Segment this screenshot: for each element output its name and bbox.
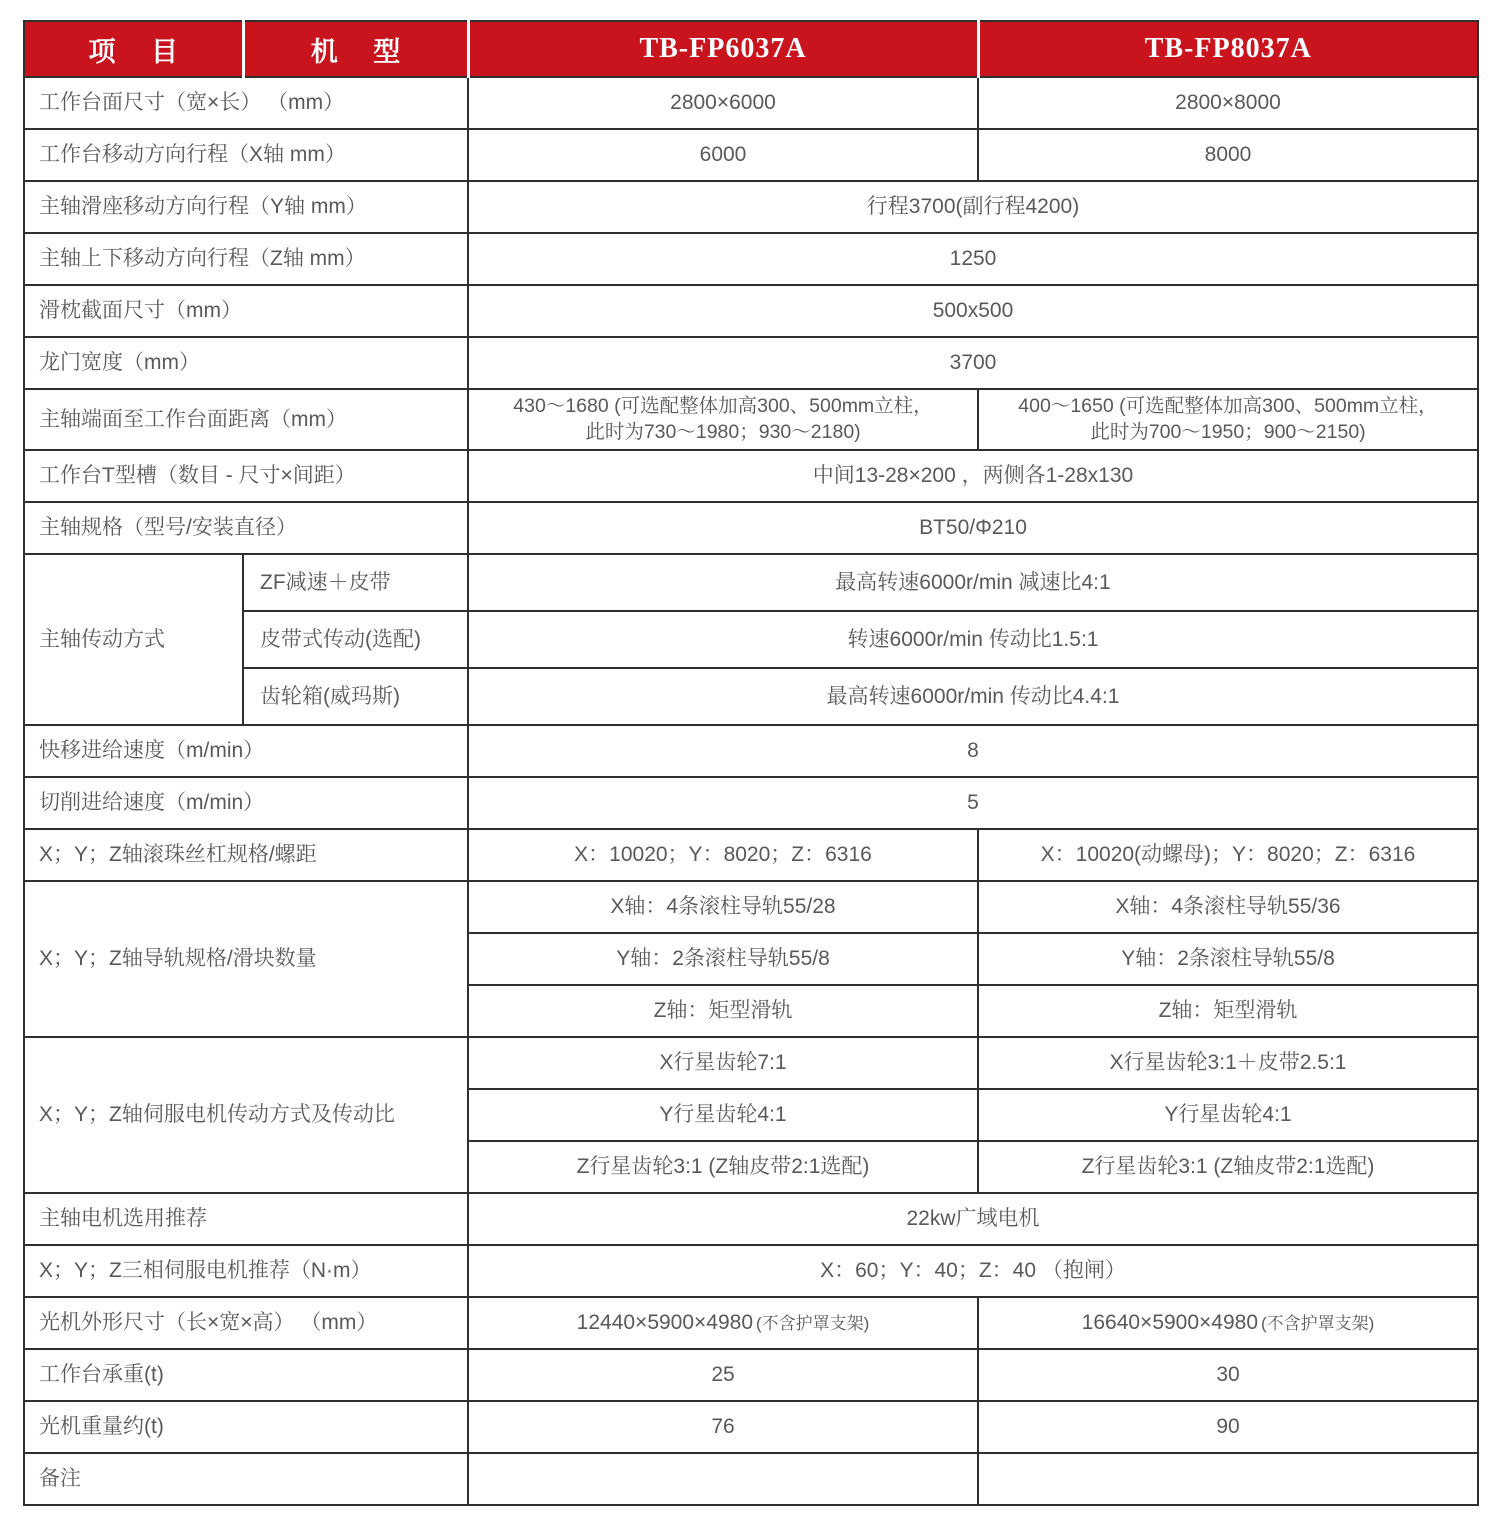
table-row: [24, 1297, 1478, 1349]
table-row: [24, 611, 1478, 668]
spec-value: 500x500: [468, 285, 1478, 337]
spec-value: 6000: [468, 129, 978, 181]
row-label: 备注: [24, 1453, 468, 1505]
spec-value: Y轴：2条滚柱导轨55/8: [468, 933, 978, 985]
table-row: [24, 1193, 1478, 1245]
row-label: 主轴传动方式: [24, 554, 243, 725]
spec-value: [978, 1453, 1478, 1505]
spec-value: 76: [468, 1401, 978, 1453]
spec-value: 转速6000r/min 传动比1.5:1: [468, 611, 1478, 668]
row-label: 主轴滑座移动方向行程（Y轴 mm）: [24, 181, 468, 233]
spec-value: Z行星齿轮3:1 (Z轴皮带2:1选配): [468, 1141, 978, 1193]
spec-value: 1250: [468, 233, 1478, 285]
spec-value: [978, 1297, 1478, 1349]
spec-value: 30: [978, 1349, 1478, 1401]
header-model-a: TB-FP6037A: [468, 21, 978, 77]
spec-value: [468, 1453, 978, 1505]
spec-table-header: [24, 21, 1478, 77]
table-row: [24, 881, 1478, 933]
dimension-text: 16640×5900×4980: [1081, 1311, 1259, 1335]
spec-value: Y行星齿轮4:1: [468, 1089, 978, 1141]
table-row: [24, 502, 1478, 554]
spec-value-line: 400～1650 (可选配整体加高300、500mm立柱，: [1018, 395, 1438, 417]
row-label: 工作台移动方向行程（X轴 mm）: [24, 129, 468, 181]
row-label: 主轴电机选用推荐: [24, 1193, 468, 1245]
dimension-text: 12440×5900×4980: [576, 1311, 754, 1335]
table-row: [24, 129, 1478, 181]
row-label: 滑枕截面尺寸（mm）: [24, 285, 468, 337]
table-row: [24, 77, 1478, 129]
row-label: X；Y；Z轴导轨规格/滑块数量: [24, 881, 468, 1037]
spec-value: 2800×6000: [468, 77, 978, 129]
row-sublabel: ZF减速＋皮带: [243, 554, 468, 611]
table-row: [24, 1453, 1478, 1505]
spec-value: Y行星齿轮4:1: [978, 1089, 1478, 1141]
spec-value: X轴：4条滚柱导轨55/36: [978, 881, 1478, 933]
spec-value: X：60；Y：40；Z：40 （抱闸）: [468, 1245, 1478, 1297]
spec-value-line: 此时为700～1950；900～2150): [1090, 420, 1366, 443]
spec-value: 5: [468, 777, 1478, 829]
header-model-b: TB-FP8037A: [978, 21, 1478, 77]
spec-value-line: 430～1680 (可选配整体加高300、500mm立柱，: [513, 395, 933, 417]
row-label: 主轴端面至工作台面距离（mm）: [24, 389, 468, 450]
spec-value: 行程3700(副行程4200): [468, 181, 1478, 233]
table-row: [24, 777, 1478, 829]
table-row: [24, 285, 1478, 337]
table-row: [24, 181, 1478, 233]
table-row: [24, 829, 1478, 881]
row-label: 工作台T型槽（数目 - 尺寸×间距）: [24, 450, 468, 502]
header-item: 项 目: [24, 21, 243, 77]
table-row: [24, 668, 1478, 725]
table-row: [24, 450, 1478, 502]
row-label: 光机重量约(t): [24, 1401, 468, 1453]
spec-value: X：10020；Y：8020；Z：6316: [468, 829, 978, 881]
spec-value-line: 此时为730～1980；930～2180): [585, 420, 861, 443]
dimension-note: (不含护罩支架): [1261, 1314, 1375, 1334]
spec-value: Z行星齿轮3:1 (Z轴皮带2:1选配): [978, 1141, 1478, 1193]
spec-value: 中间13-28×200 ，两侧各1-28x130: [468, 450, 1478, 502]
row-label: 光机外形尺寸（长×宽×高） （mm）: [24, 1297, 468, 1349]
spec-value: Z轴：矩型滑轨: [978, 985, 1478, 1037]
spec-value: 90: [978, 1401, 1478, 1453]
spec-value: 最高转速6000r/min 传动比4.4:1: [468, 668, 1478, 725]
row-label: 主轴规格（型号/安装直径）: [24, 502, 468, 554]
table-row: [24, 1037, 1478, 1089]
spec-value: X行星齿轮7:1: [468, 1037, 978, 1089]
table-row: [24, 1245, 1478, 1297]
header-model: 机 型: [243, 21, 468, 77]
spec-value: [468, 1297, 978, 1349]
spec-value: [978, 389, 1478, 450]
table-row: [24, 233, 1478, 285]
table-row: [24, 725, 1478, 777]
table-row: [24, 337, 1478, 389]
row-label: 龙门宽度（mm）: [24, 337, 468, 389]
spec-value: 2800×8000: [978, 77, 1478, 129]
spec-table: [23, 20, 1479, 1506]
row-sublabel: 皮带式传动(选配): [243, 611, 468, 668]
spec-value: X行星齿轮3:1＋皮带2.5:1: [978, 1037, 1478, 1089]
row-label: X；Y；Z三相伺服电机推荐（N·m）: [24, 1245, 468, 1297]
spec-value: Z轴：矩型滑轨: [468, 985, 978, 1037]
row-label: 工作台面尺寸（宽×长） （mm）: [24, 77, 468, 129]
spec-value: 8000: [978, 129, 1478, 181]
row-label: 工作台承重(t): [24, 1349, 468, 1401]
dimension-note: (不含护罩支架): [756, 1314, 870, 1334]
spec-value: X轴：4条滚柱导轨55/28: [468, 881, 978, 933]
row-label: X；Y；Z轴伺服电机传动方式及传动比: [24, 1037, 468, 1193]
table-row: [24, 389, 1478, 450]
spec-value: 8: [468, 725, 1478, 777]
spec-value: 22kw广域电机: [468, 1193, 1478, 1245]
spec-value: Y轴：2条滚柱导轨55/8: [978, 933, 1478, 985]
row-label: 快移进给速度（m/min）: [24, 725, 468, 777]
row-label: 主轴上下移动方向行程（Z轴 mm）: [24, 233, 468, 285]
spec-value: BT50/Φ210: [468, 502, 1478, 554]
spec-value: 3700: [468, 337, 1478, 389]
table-row: [24, 1401, 1478, 1453]
spec-value: X：10020(动螺母)；Y：8020；Z：6316: [978, 829, 1478, 881]
row-label: X；Y；Z轴滚珠丝杠规格/螺距: [24, 829, 468, 881]
spec-value: 25: [468, 1349, 978, 1401]
row-label: 切削进给速度（m/min）: [24, 777, 468, 829]
spec-value: [468, 389, 978, 450]
row-sublabel: 齿轮箱(威玛斯): [243, 668, 468, 725]
spec-value: 最高转速6000r/min 减速比4:1: [468, 554, 1478, 611]
table-row: [24, 1349, 1478, 1401]
table-row: [24, 554, 1478, 611]
